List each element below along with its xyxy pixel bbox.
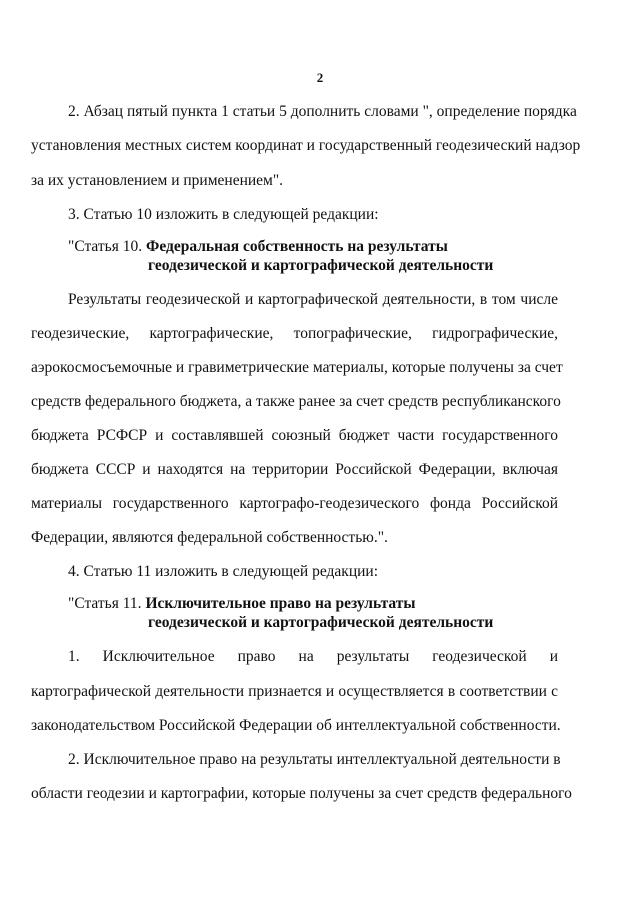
- text-line: Федерации, являются федеральной собственностью.".: [31, 529, 388, 546]
- text-line: материалы государственного картографо-геодезического фонда Российской: [31, 495, 558, 512]
- article-11-title-continued: геодезической и картографической деятельности: [148, 614, 494, 631]
- article-11-title: Исключительное право на результаты: [145, 595, 416, 612]
- text-line: за их установлением и применением".: [31, 172, 284, 189]
- article-10-prefix: "Статья 10.: [68, 238, 143, 255]
- text-line: аэрокосмосъемочные и гравиметрические материалы, которые получены за счет: [31, 359, 563, 376]
- article-11-prefix: "Статья 11.: [68, 595, 142, 612]
- text-line: бюджета СССР и находятся на территории Российской Федерации, включая: [31, 461, 558, 478]
- article-10-title: Федеральная собственность на результаты: [146, 238, 448, 255]
- text-line: бюджета РСФСР и составлявшей союзный бюджет части государственного: [31, 427, 558, 444]
- text-line: области геодезии и картографии, которые получены за счет средств федерального: [31, 785, 572, 802]
- article-10-title-continued: геодезической и картографической деятельности: [148, 257, 494, 274]
- text-line: картографической деятельности признается и осуществляется в соответствии с: [31, 683, 558, 700]
- text-line: законодательством Российской Федерации об интеллектуальной собственности.: [31, 717, 561, 734]
- text-line: 2. Исключительное право на результаты интеллектуальной деятельности в: [68, 751, 561, 768]
- article-10-heading: [68, 237, 558, 257]
- text-line: 1. Исключительное право на результаты геодезической и: [68, 648, 558, 665]
- text-line: 3. Статью 10 изложить в следующей редакции:: [68, 206, 379, 223]
- text-line: Результаты геодезической и картографической деятельности, в том числе: [68, 291, 558, 308]
- text-line: 2. Абзац пятый пункта 1 статьи 5 дополнить словами ", определение порядка: [68, 103, 577, 120]
- text-line: геодезические, картографические, топографические, гидрографические,: [31, 325, 558, 342]
- text-line: средств федерального бюджета, а также ранее за счет средств республиканского: [31, 393, 561, 410]
- text-line: установления местных систем координат и государственный геодезический надзор: [31, 137, 581, 154]
- text-line: 4. Статью 11 изложить в следующей редакции:: [68, 563, 379, 580]
- article-11-heading: [68, 594, 558, 614]
- page-number: 2: [316, 70, 324, 85]
